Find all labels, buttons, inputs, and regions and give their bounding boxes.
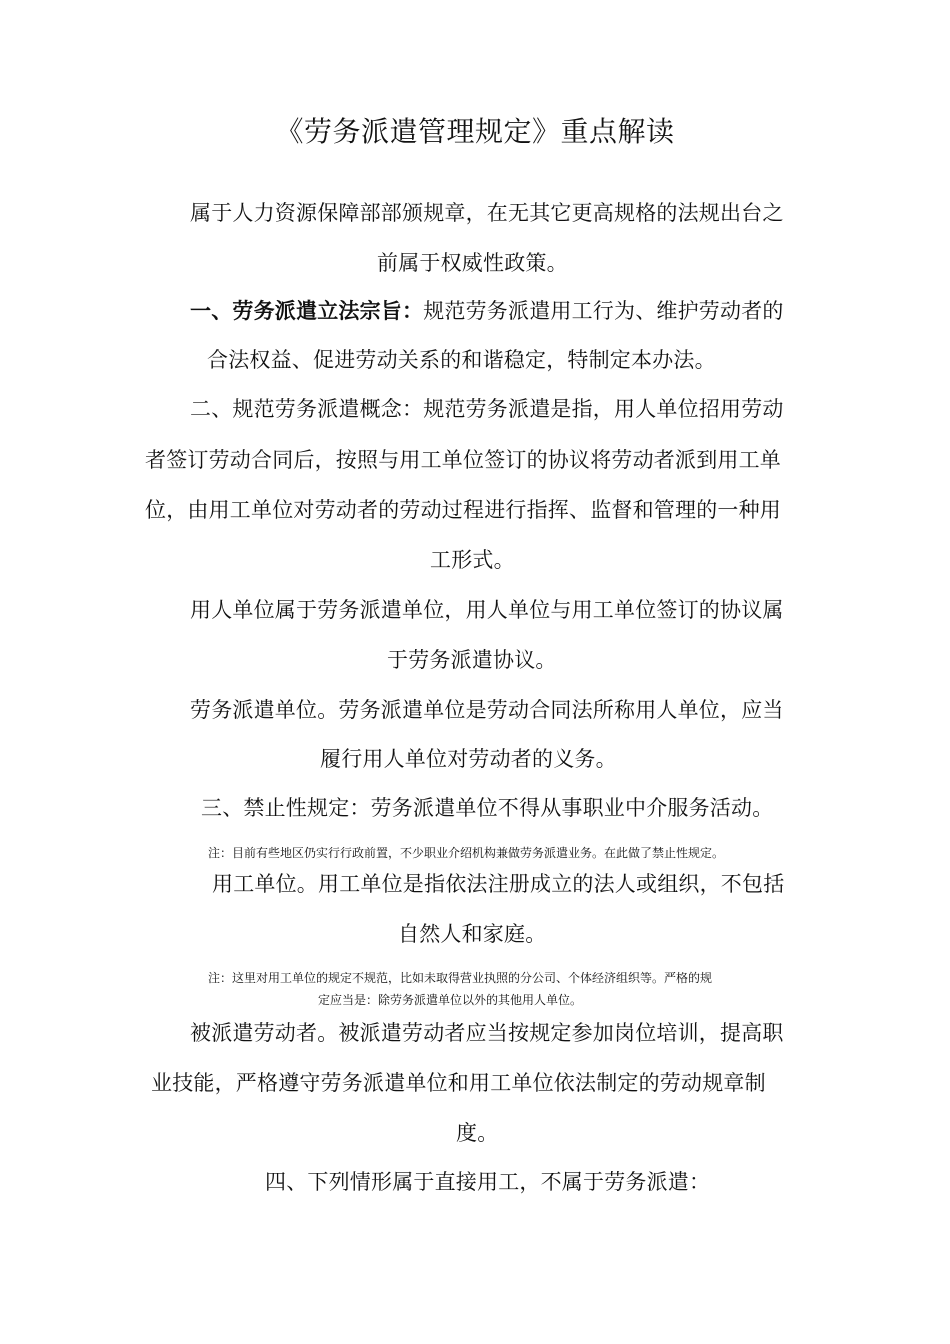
section1-heading: 一、劳务派遣立法宗旨： [190, 299, 424, 323]
intro-line-1: 属于人力资源保障部部颁规章，在无其它更高规格的法规出台之 [190, 201, 784, 225]
section3-note: 注：目前有些地区仍实行行政前置，不少职业介绍机构兼做劳务派遣业务。在此做了禁止性规定。 [208, 846, 725, 860]
dispatch-unit-line-1: 劳务派遣单位。劳务派遣单位是劳动合同法所称用人单位，应当 [190, 698, 784, 722]
dispatch-unit-line-2: 履行用人单位对劳动者的义务。 [320, 747, 617, 771]
user-unit-note-line-1: 注：这里对用工单位的规定不规范，比如未取得营业执照的分公司、个体经济组织等。严格的规 [208, 971, 713, 985]
user-unit-line-1: 用工单位。用工单位是指依法注册成立的法人或组织，不包括 [212, 872, 785, 896]
user-unit-note-line-2: 定应当是：除劳务派遣单位以外的其他用人单位。 [318, 993, 583, 1007]
intro-line-2: 前属于权威性政策。 [377, 251, 568, 275]
section3-line-1: 三、禁止性规定：劳务派遣单位不得从事职业中介服务活动。 [201, 796, 774, 820]
section1-line-1 [190, 297, 784, 325]
employer-line-1: 用人单位属于劳务派遣单位，用人单位与用工单位签订的协议属 [190, 598, 784, 622]
section2-line-4: 工形式。 [430, 548, 515, 572]
worker-line-1: 被派遣劳动者。被派遣劳动者应当按规定参加岗位培训，提高职 [190, 1021, 784, 1045]
employer-line-2: 于劳务派遣协议。 [387, 648, 557, 672]
worker-line-2: 业技能，严格遵守劳务派遣单位和用工单位依法制定的劳动规章制 [151, 1071, 766, 1095]
section2-line-1: 二、规范劳务派遣概念：规范劳务派遣是指，用人单位招用劳动 [190, 397, 784, 421]
section1-line-1-text: 规范劳务派遣用工行为、维护劳动者的 [423, 299, 784, 323]
worker-line-3: 度。 [456, 1121, 499, 1145]
section1-line-2: 合法权益、促进劳动关系的和谐稳定，特制定本办法。 [207, 348, 716, 372]
document-title: 《劳务派遣管理规定》重点解读 [275, 115, 675, 148]
section2-line-2: 者签订劳动合同后，按照与用工单位签订的协议将劳动者派到用工单 [145, 448, 781, 472]
section4-line-1: 四、下列情形属于直接用工，不属于劳务派遣： [265, 1170, 711, 1194]
section2-line-3: 位，由用工单位对劳动者的劳动过程进行指挥、监督和管理的一种用 [145, 498, 781, 522]
user-unit-line-2: 自然人和家庭。 [398, 922, 547, 946]
